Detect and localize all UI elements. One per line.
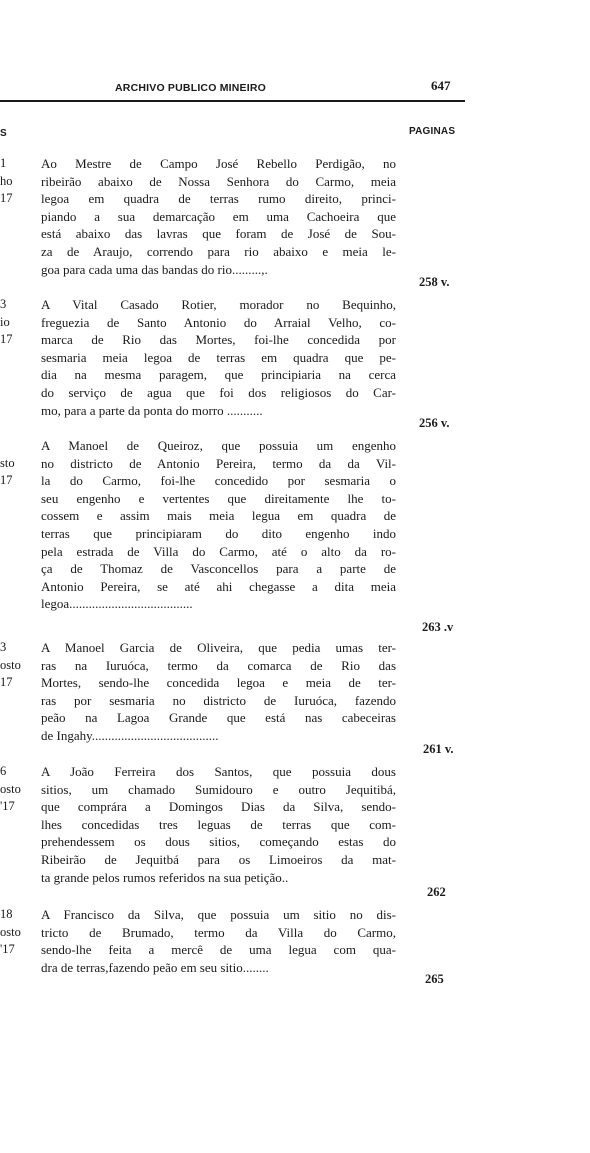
date-line: 18 <box>0 907 13 921</box>
entry-text <box>41 437 396 613</box>
text-line: pela estrada de Villa do Carmo, até o alto da ro- <box>41 543 396 559</box>
date-line: 17 <box>0 332 13 347</box>
entry-text <box>41 906 396 976</box>
date-line: 3 <box>0 297 7 311</box>
entry-date <box>0 763 38 816</box>
date-line: osto <box>0 781 21 796</box>
text-line: marca de Rio das Mortes, foi-lhe concedida por <box>41 332 396 348</box>
text-line: no districto de Antonio Pereira, termo da da Vil- <box>41 455 396 471</box>
text-line: ras na Iuruóca, termo da comarca de Rio das <box>41 657 396 673</box>
entry-date <box>0 155 38 208</box>
page-reference: 256 v. <box>419 416 450 430</box>
date-line: 17 <box>0 675 13 690</box>
text-line: dia na mesma paragem, que principiaria na cerca <box>41 367 396 383</box>
page-header-title: ARCHIVO PUBLICO MINEIRO <box>115 82 267 94</box>
entry-date <box>0 906 38 959</box>
text-line: legoa...................................... <box>41 596 193 612</box>
text-line: ras por sesmaria no districto de Iuruóca, fazendo <box>41 692 396 708</box>
text-line: la do Carmo, foi-lhe concedido por sesmaria o <box>41 473 396 489</box>
text-line: A João Ferreira dos Santos, que possuia dous <box>41 764 396 779</box>
text-line: Antonio Pereira, se até ahi chegasse a dita meia <box>41 578 396 594</box>
page-number: 647 <box>431 78 451 93</box>
text-line: seu engenho e vertentes que direitamente lhe to- <box>41 490 396 506</box>
header-rule <box>0 100 465 102</box>
date-line: io <box>0 314 10 329</box>
date-line: osto <box>0 657 21 672</box>
text-line: piando a sua demarcação em uma Cachoeira que <box>41 208 396 224</box>
text-line: ribeirão abaixo de Nossa Senhora do Carmo, meia <box>41 173 396 189</box>
text-line: que comprára a Domingos Dias da Silva, sendo- <box>41 799 396 815</box>
date-line: ho <box>0 173 13 188</box>
text-line: Ao Mestre de Campo José Rebello Perdigão, no <box>41 156 396 171</box>
text-line: A Francisco da Silva, que possuia um sitio no dis- <box>41 907 396 922</box>
text-line: A Manoel de Queiroz, que possuia um engenho <box>41 438 396 453</box>
page-reference: 258 v. <box>419 275 450 289</box>
text-line: prehendessem os dous sitios, começando estas do <box>41 834 396 850</box>
entry-date <box>0 296 38 349</box>
text-line: A Vital Casado Rotier, morador no Bequinho, <box>41 297 396 312</box>
entry-text <box>41 763 396 886</box>
text-line: terras que principiaram do dito engenho indo <box>41 525 396 541</box>
date-line: 17 <box>0 473 13 488</box>
text-line: tricto de Brumado, termo da Villa do Carmo, <box>41 924 396 940</box>
date-line <box>0 437 38 455</box>
text-line: A Manoel Garcia de Oliveira, que pedia umas ter- <box>41 640 396 655</box>
text-line: peão na Lagoa Grande que está nas cabeceiras <box>41 710 396 726</box>
left-column-header: S <box>0 128 7 139</box>
date-line: '17 <box>0 799 15 814</box>
text-line: sesmaria meia legoa de terras em quadra que pe- <box>41 349 396 365</box>
text-line: de Ingahy....................................... <box>41 727 219 743</box>
text-line: ta grande pelos rumos referidos na sua petição.. <box>41 869 289 885</box>
date-line: 3 <box>0 640 7 654</box>
date-line: '17 <box>0 942 15 957</box>
entry-text <box>41 155 396 278</box>
text-line: lhes concedidas tres leguas de terras que com- <box>41 816 396 832</box>
date-line: 1 <box>0 156 7 170</box>
text-line: está abaixo das lavras que foram de José de Sou- <box>41 226 396 242</box>
text-line: ça de Thomaz de Vasconcellos para a parte de <box>41 561 396 577</box>
date-line: 17 <box>0 191 13 206</box>
text-line: do serviço de agua que foi dos religiosos do Car- <box>41 384 396 400</box>
pages-column-header: PAGINAS <box>409 126 456 137</box>
text-line: goa para cada uma das bandas do rio.........,. <box>41 261 268 277</box>
text-line: mo, para a parte da ponta do morro ........... <box>41 402 263 418</box>
date-line: osto <box>0 924 21 939</box>
entry-text <box>41 639 396 745</box>
text-line: Mortes, sendo-lhe concedida legoa e meia de ter- <box>41 675 396 691</box>
page-reference: 265 <box>425 972 444 986</box>
text-line: cossem e assim mais meia legua em quadra de <box>41 508 396 524</box>
page-reference: 262 <box>427 885 446 899</box>
text-line: za de Araujo, correndo para rio abaixo e meia le- <box>41 243 396 259</box>
date-line: 6 <box>0 764 7 778</box>
page-reference: 261 v. <box>423 742 454 756</box>
text-line: Ribeirão de Jequitbá para os Limoeiros da mat- <box>41 851 396 867</box>
text-line: freguezia de Santo Antonio do Arraial Velho, co- <box>41 314 396 330</box>
entry-text <box>41 296 396 419</box>
entry-date <box>0 437 38 490</box>
text-line: sitios, um chamado Sumidouro e outro Jequitibá, <box>41 781 396 797</box>
text-line: sendo-lhe feita a mercê de uma legua com qua- <box>41 942 396 958</box>
date-line: sto <box>0 455 15 470</box>
text-line: legoa em quadra de terras rumo direito, princi- <box>41 191 396 207</box>
entry-date <box>0 639 38 692</box>
text-line: dra de terras,fazendo peão em seu sitio........ <box>41 959 269 975</box>
page-reference: 263 .v <box>422 620 454 634</box>
